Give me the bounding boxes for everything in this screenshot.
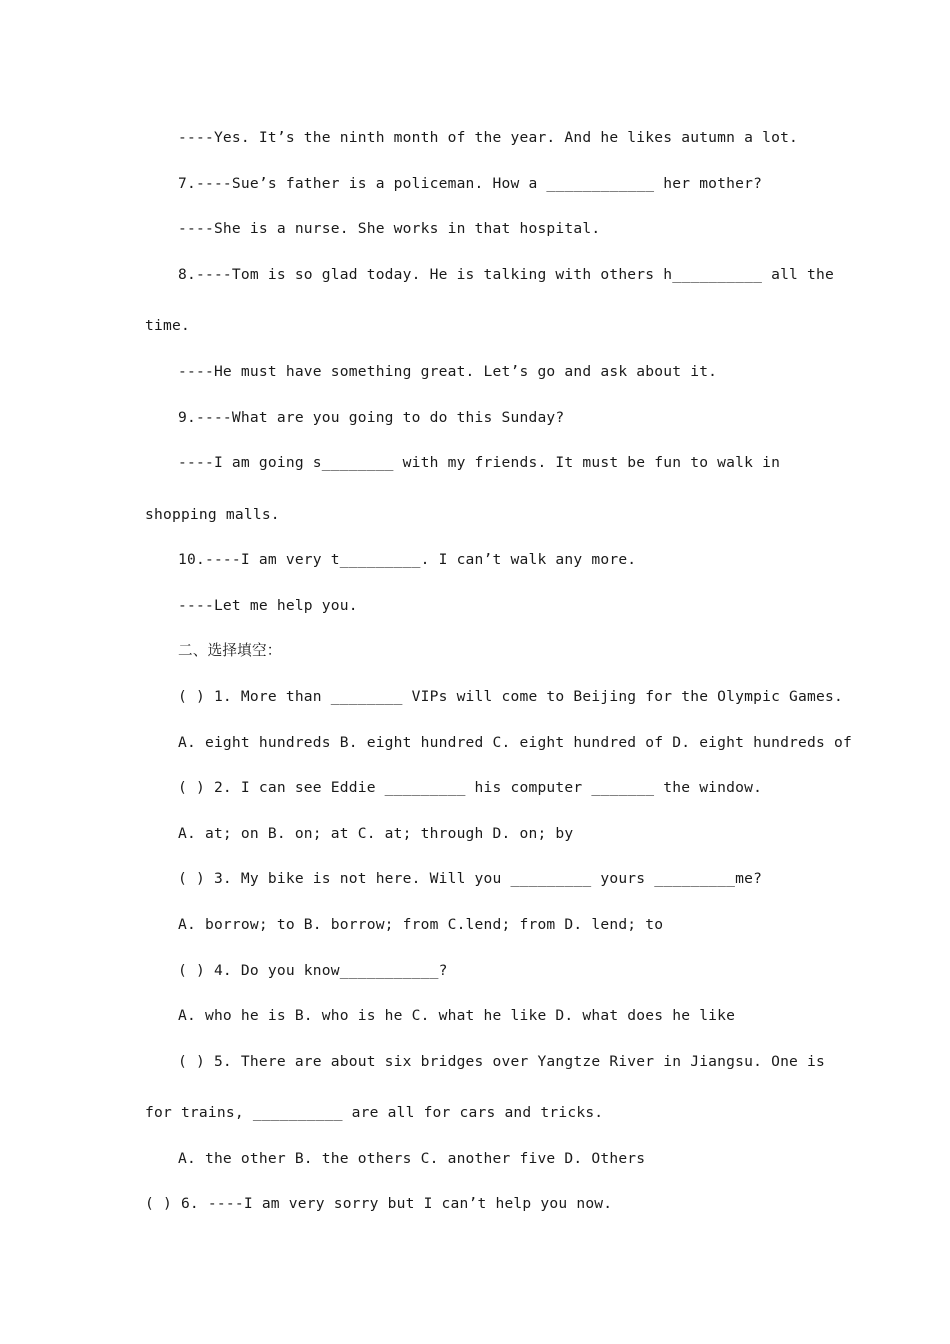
mc-options-2: A. at; on B. on; at C. at; through D. on; by [178, 825, 574, 842]
text-line: ----She is a nurse. She works in that hospital. [178, 220, 601, 237]
mc-options-4: A. who he is B. who is he C. what he like D. what does he like [178, 1007, 736, 1024]
mc-options-1: A. eight hundreds B. eight hundred C. eight hundred of D. eight hundreds of [178, 734, 852, 751]
text-line: ----Yes. It’s the ninth month of the year. And he likes autumn a lot. [178, 129, 799, 146]
question-10: 10.----I am very t_________. I can’t walk any more. [178, 551, 637, 568]
text-line: shopping malls. [145, 506, 280, 523]
mc-options-3: A. borrow; to B. borrow; from C.lend; from D. lend; to [178, 916, 664, 933]
mc-question-3: ( ) 3. My bike is not here. Will you _________ yours _________me? [178, 870, 763, 887]
text-line: for trains, __________ are all for cars and tricks. [145, 1104, 604, 1121]
question-8: 8.----Tom is so glad today. He is talking with others h__________ all the [178, 266, 834, 283]
section-heading: 二、选择填空： [178, 642, 282, 659]
text-line: time. [145, 317, 190, 334]
text-line: ----I am going s________ with my friends. It must be fun to walk in [178, 454, 781, 471]
mc-question-5: ( ) 5. There are about six bridges over Yangtze River in Jiangsu. One is [178, 1053, 826, 1070]
mc-question-4: ( ) 4. Do you know___________? [178, 962, 448, 979]
mc-options-5: A. the other B. the others C. another five D. Others [178, 1150, 646, 1167]
mc-question-6: ( ) 6. ----I am very sorry but I can’t help you now. [145, 1195, 613, 1212]
question-9: 9.----What are you going to do this Sunday? [178, 409, 565, 426]
mc-question-1: ( ) 1. More than ________ VIPs will come to Beijing for the Olympic Games. [178, 688, 843, 705]
text-line: ----He must have something great. Let’s go and ask about it. [178, 363, 718, 380]
mc-question-2: ( ) 2. I can see Eddie _________ his computer _______ the window. [178, 779, 763, 796]
question-7: 7.----Sue’s father is a policeman. How a ____________ her mother? [178, 175, 763, 192]
text-line: ----Let me help you. [178, 597, 358, 614]
